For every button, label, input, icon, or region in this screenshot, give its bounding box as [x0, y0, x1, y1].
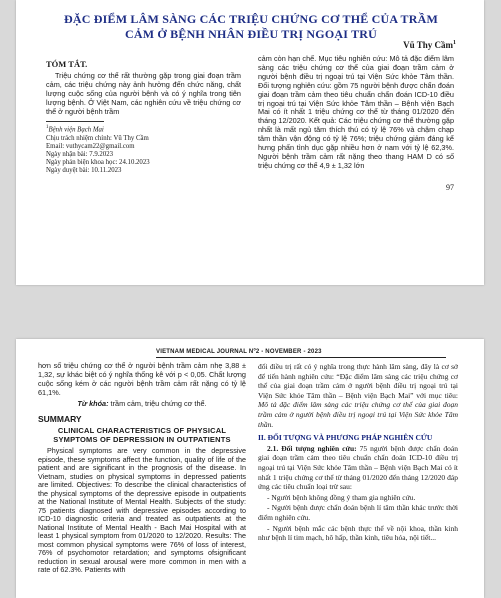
author-affiliation-mark: 1 [453, 40, 456, 46]
footnote-line [46, 124, 241, 134]
study-objective: Mô tả đặc điểm lâm sàng các triệu chứng cơ thể của giai đoạn trầm cảm ở người bệnh điều trị ngoại trú tại Viện Sức khỏe Tâm thần. [258, 400, 458, 429]
subsection-heading-subjects: 2.1. Đối tượng nghiên cứu: [267, 443, 357, 453]
page-number: 97 [446, 183, 454, 192]
section-heading-methods: II. ĐỐI TƯỢNG VÀ PHƯƠNG PHÁP NGHIÊN CỨU [258, 433, 433, 443]
footnote-line: Chịu trách nhiệm chính: Vũ Thy Cầm [46, 134, 149, 142]
footnote-mark: 1 [46, 125, 49, 131]
summary-text-vi-right: cảm còn hạn chế. Mục tiêu nghiên cứu: Mô tả đặc điểm lâm sàng các triệu chứng cơ thể của giai đoạn trầm cảm ở người bệnh điều trị ngoại trú tại Viện Sức khỏe Tâm thần. Đối tượng nghiên cứu: gồm 75 người bệnh được chẩn đoán giai đoạn trầm cảm theo tiêu chuẩn chẩn đoán ICD-10 điều trị ngoại trú tại Viện Sức khỏe Tâm thần – Bệnh viện Bạch Mai có ít nhất 1 triệu chứng cơ thể từ tháng 01/2020 đến tháng 12/2020. Kết quả: Các triệu chứng cơ thể thường gặp nhất là mất ngủ tăm thích thú có tỷ lệ 76% và chậm chạp tâm thần vận động có tỷ lệ 76%; triệu chứng giảm đáng kể hưng phấn tình dục gặp nhiều hơn ở nam với tỷ lệ 62,3%. Người bệnh trầm cảm rất nặng theo thang HAM D có số triệu chứng cơ thể 4,9 ± 1,32 lớn [258, 54, 454, 170]
author-name [403, 40, 456, 50]
footnote-line: Ngày phản biện khoa học: 24.10.2023 [46, 158, 150, 166]
footnote-text: Bệnh viện Bạch Mai [48, 126, 104, 134]
keywords-label: Từ khóa: [77, 398, 109, 408]
intro-paragraph [258, 362, 458, 429]
page2-right-column [258, 362, 458, 543]
subjects-paragraph [258, 444, 458, 492]
summary-heading-vi: TÓM TẮT. [46, 59, 88, 69]
subjects-text: 75 người bệnh được chẩn đoán giai đoạn trầm cảm theo tiêu chuẩn chẩn đoán ICD-10 điều trị ngoại trú tại Viện Sức khỏe Tâm thần – Bệnh viện Bạch Mai có ít nhất 1 triệu chứng cơ thể từ tháng 01/2020 đến tháng 12/2020 đáp ứng các tiêu chuẩn loại trừ sau: [258, 443, 459, 492]
intro-text: đối điều trị rất có ý nghĩa trong thực hành lâm sàng, đây là cơ sở để tiến hành nghiên cứu: “Đặc điểm lâm sàng các triệu chứng cơ thể của giai đoạn trầm cảm ở người bệnh điều trị ngoại trú tại Viện Sức khỏe Tâm thần – Bệnh viện Bạch Mai” với mục tiêu: [258, 362, 458, 400]
article-title: ĐẶC ĐIỂM LÂM SÀNG CÁC TRIỆU CHỨNG CƠ THỂ CỦA TRẦM CẢM Ở BỆNH NHÂN ĐIỀU TRỊ NGOẠI TRÚ [63, 12, 439, 41]
exclusion-criterion: - Người bệnh mắc các bệnh thực thể về nội khoa, thần kinh như bệnh lí tim mạch, hô hấp, thần kinh, tiêu hóa, nội tiết... [258, 523, 458, 543]
journal-header: VIETNAM MEDICAL JOURNAL Nº2 - NOVEMBER - 2023 [156, 349, 322, 355]
summary-text-vi-left: Triệu chứng cơ thể rất thường gặp trong giai đoạn trầm cảm, các triệu chứng này ảnh hưởng đến chức năng, chất lượng cuộc sống của người bệnh và có ý nghĩa trong tiên lượng bệnh. Ở Việt Nam, các nghiên cứu về triệu chứng cơ thể ở người bệnh trầm [46, 70, 241, 116]
page2-left-column [38, 362, 246, 575]
footnote-divider [46, 121, 104, 122]
footnotes [46, 124, 241, 174]
article-page-98 [16, 339, 484, 598]
exclusion-criterion: - Người bệnh không đồng ý tham gia nghiên cứu. [267, 492, 416, 502]
footnote-line: Ngày nhận bài: 7.9.2023 [46, 150, 114, 158]
english-title: CLINICAL CHARACTERISTICS OF PHYSICAL SYMPTOMS OF DEPRESSION IN OUTPATIENTS [53, 426, 231, 445]
journal-header-rule [156, 357, 446, 358]
keywords-line [38, 400, 246, 409]
summary-heading-en: SUMMARY [38, 413, 82, 424]
exclusion-criterion: - Người bệnh được chẩn đoán bệnh lí tâm thần khác trước thời điểm nghiên cứu. [258, 503, 458, 522]
author-name-text: Vũ Thy Cầm [403, 40, 453, 50]
footnote-line: Email: vuthycam22@gmail.com [46, 142, 135, 150]
exclusion-criteria-list [258, 493, 458, 543]
article-page-97 [16, 0, 484, 285]
page1-right-column [258, 55, 454, 171]
keywords-text: trầm cảm, triệu chứng cơ thể. [108, 398, 207, 408]
english-abstract: Physical symptoms are very common in the depressive episode, these symptoms affect the function, quality of life of the patient and are significant in the prognosis of the disease. In Vietnam, studies on physical symptoms in depressed patients are limited. Objectives: To describe the clinical characteristics of the physical symptoms of the depressive episode in outpatients at the National Institute of Mental Health. Subjects of the study: 75 patients diagnosed with depressive episodes according to ICD-10 diagnostic criteria and treated as outpatients at the National Institute of Mental Health - Bach Mai Hospital with at least 1 physical symptom from 01/2020 to 12/2020. Results: The most common physical symptoms were 76% of loss of interest, 76% of psychomotor retardation; and symptoms ofsignificant reduction in sexual arousal were more common in men with a rate of 62.3%. Patients with [38, 446, 246, 575]
page1-left-column [46, 60, 241, 175]
footnote-line: Ngày duyệt bài: 10.11.2023 [46, 166, 122, 174]
summary-continuation: hơn số triệu chứng cơ thể ở người bệnh trầm cảm nhẹ 3,88 ± 1,32, sự khác biệt có ý nghĩa thống kê với p < 0,05. Chất lượng cuộc sống kém ở các người bệnh trầm cảm rất nặng có tỷ lệ 61,1%. [38, 361, 246, 397]
